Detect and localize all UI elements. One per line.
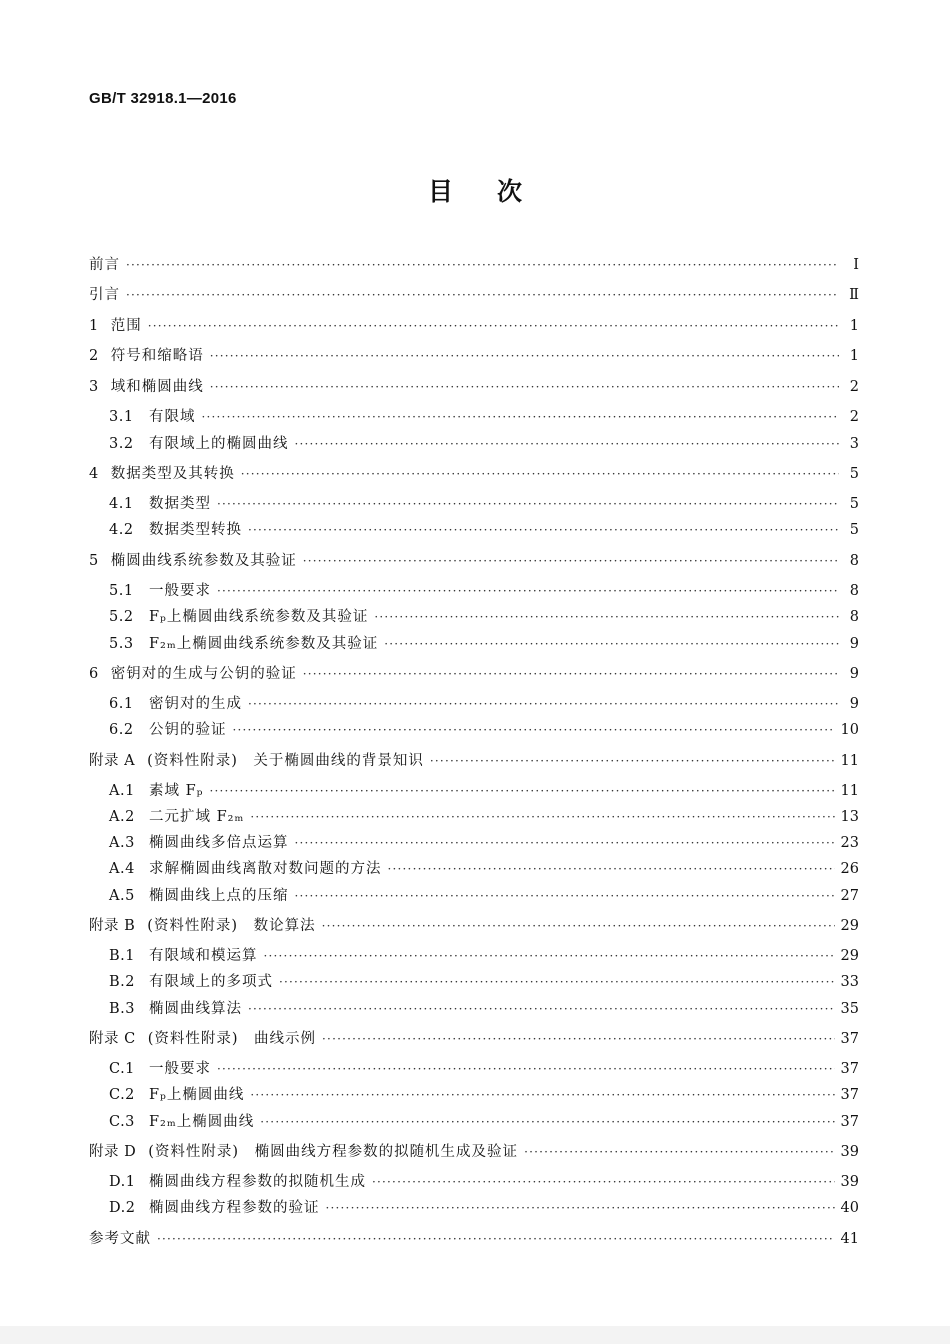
toc-entry[interactable] <box>89 914 859 935</box>
toc-entry-number: 4.2 <box>109 522 134 538</box>
toc-entry[interactable] <box>89 662 859 683</box>
toc-entry[interactable] <box>89 253 859 274</box>
toc-dot-leader <box>372 1175 835 1189</box>
toc-entry-label: 椭圆曲线方程参数的验证 <box>149 1200 320 1216</box>
toc-entry-number: B.3 <box>109 1001 135 1017</box>
toc-dot-leader <box>279 975 835 989</box>
toc-dot-leader <box>374 610 839 624</box>
toc-entry-page: 13 <box>840 809 859 825</box>
toc-dot-leader <box>210 380 839 394</box>
toc-entry-number: 5.2 <box>109 609 134 625</box>
toc-dot-leader <box>264 949 835 963</box>
toc-entry-label: 符号和缩略语 <box>110 348 204 364</box>
toc-dot-leader <box>148 319 839 333</box>
toc-entry-label: (资料性附录) 曲线示例 <box>147 1031 317 1047</box>
toc-entry[interactable] <box>89 1083 859 1104</box>
toc-dot-leader <box>126 258 839 272</box>
toc-dot-leader <box>210 349 839 363</box>
toc-entry-label: F₂ₘ上椭圆曲线系统参数及其验证 <box>149 636 379 652</box>
toc-entry[interactable] <box>89 857 859 878</box>
toc-entry-number: 5.3 <box>109 636 134 652</box>
toc-dot-leader <box>217 497 839 511</box>
toc-entry[interactable] <box>89 997 859 1018</box>
toc-entry[interactable] <box>89 1110 859 1131</box>
toc-dot-leader <box>388 862 835 876</box>
toc-entry-label: 椭圆曲线多倍点运算 <box>149 835 289 851</box>
toc-dot-leader <box>303 554 839 568</box>
toc-entry[interactable] <box>89 405 859 426</box>
toc-entry-number: 3.2 <box>109 436 134 452</box>
toc-entry[interactable] <box>89 970 859 991</box>
toc-entry-page: Ⅱ <box>849 287 859 303</box>
toc-dot-leader <box>233 723 835 737</box>
toc-entry[interactable] <box>89 632 859 653</box>
toc-entry-number: A.3 <box>109 835 135 851</box>
toc-entry-page: 2 <box>849 409 859 425</box>
toc-entry-page: 41 <box>840 1231 859 1247</box>
toc-entry-number: 1 <box>89 318 99 334</box>
toc-entry[interactable] <box>89 375 859 396</box>
toc-entry-label: 数据类型转换 <box>149 522 242 538</box>
toc-entry-label: Fₚ上椭圆曲线系统参数及其验证 <box>149 609 369 625</box>
toc-entry-label: 二元扩域 F₂ₘ <box>149 809 245 825</box>
toc-dot-leader <box>303 667 839 681</box>
toc-entry-label: (资料性附录) 关于椭圆曲线的背景知识 <box>147 753 424 769</box>
toc-dot-leader <box>250 810 834 824</box>
toc-entry-page: 23 <box>840 835 859 851</box>
toc-entry-page: 39 <box>840 1144 859 1160</box>
toc-entry-number: 附录 D <box>89 1144 137 1160</box>
toc-entry-label: 椭圆曲线算法 <box>149 1001 242 1017</box>
toc-entry[interactable] <box>89 344 859 365</box>
toc-entry-number: B.2 <box>109 974 135 990</box>
toc-entry-number: 4.1 <box>109 496 134 512</box>
toc-dot-leader <box>295 836 835 850</box>
toc-entry-number: 6.2 <box>109 722 134 738</box>
toc-entry-page: 8 <box>849 553 859 569</box>
toc-entry-label: Fₚ上椭圆曲线 <box>149 1087 245 1103</box>
toc-entry-page: 10 <box>840 722 859 738</box>
toc-entry-number: 6.1 <box>109 696 134 712</box>
toc-entry-label: F₂ₘ上椭圆曲线 <box>149 1114 255 1130</box>
toc-dot-leader <box>524 1145 834 1159</box>
toc-entry-label: 素域 Fₚ <box>149 783 204 799</box>
toc-entry-number: B.1 <box>109 948 135 964</box>
toc-entry-label: 数据类型 <box>149 496 211 512</box>
toc-entry-number: D.2 <box>109 1200 136 1216</box>
toc-entry-page: 29 <box>840 918 859 934</box>
toc-entry-page: 33 <box>840 974 859 990</box>
toc-entry-label: 前言 <box>89 257 120 273</box>
toc-entry[interactable] <box>89 579 859 600</box>
toc-entry-page: 11 <box>840 783 859 799</box>
toc-entry[interactable] <box>89 831 859 852</box>
toc-entry[interactable] <box>89 462 859 483</box>
toc-entry-number: 附录 B <box>89 918 136 934</box>
toc-dot-leader <box>217 1062 835 1076</box>
toc-entry-page: 37 <box>840 1031 859 1047</box>
toc-entry-number: 3.1 <box>109 409 134 425</box>
toc-entry[interactable] <box>89 314 859 335</box>
toc-entry-page: 40 <box>840 1200 859 1216</box>
toc-entry[interactable] <box>89 1227 859 1248</box>
toc-entry-label: 数据类型及其转换 <box>110 466 235 482</box>
toc-dot-leader <box>260 1115 834 1129</box>
toc-entry-label: (资料性附录) 椭圆曲线方程参数的拟随机生成及验证 <box>148 1144 519 1160</box>
toc-entry-page: 9 <box>849 636 859 652</box>
toc-dot-leader <box>250 1088 834 1102</box>
toc-dot-leader <box>295 889 835 903</box>
toc-dot-leader <box>248 523 839 537</box>
toc-entry[interactable] <box>89 1027 859 1048</box>
toc-entry-page: 11 <box>840 753 859 769</box>
toc-entry[interactable] <box>89 779 859 800</box>
toc-entry-label: 参考文献 <box>89 1231 151 1247</box>
toc-entry-page: 39 <box>840 1174 859 1190</box>
toc-entry-page: 9 <box>849 696 859 712</box>
toc-dot-leader <box>126 288 839 302</box>
toc-entry[interactable] <box>89 692 859 713</box>
toc-entry-number: C.3 <box>109 1114 135 1130</box>
toc-dot-leader <box>241 467 839 481</box>
toc-entry-label: 公钥的验证 <box>149 722 227 738</box>
toc-dot-leader <box>430 754 835 768</box>
toc-entry-number: 6 <box>89 666 99 682</box>
toc-entry-number: D.1 <box>109 1174 136 1190</box>
toc-entry-label: 一般要求 <box>149 583 211 599</box>
toc-entry-number: 3 <box>89 379 99 395</box>
toc-entry-number: 5.1 <box>109 583 134 599</box>
toc-entry[interactable] <box>89 884 859 905</box>
toc-dot-leader <box>217 584 839 598</box>
toc-entry-page: 37 <box>840 1087 859 1103</box>
toc-entry-label: 引言 <box>89 287 120 303</box>
toc-entry-page: 1 <box>849 318 859 334</box>
toc-entry-number: A.4 <box>109 861 135 877</box>
toc-entry-label: 范围 <box>110 318 142 334</box>
toc-entry[interactable] <box>89 492 859 513</box>
toc-entry-label: 求解椭圆曲线离散对数问题的方法 <box>149 861 382 877</box>
toc-entry-number: C.2 <box>109 1087 135 1103</box>
toc-dot-leader <box>209 784 834 798</box>
standard-code: GB/T 32918.1—2016 <box>89 90 237 107</box>
toc-dot-leader <box>248 697 839 711</box>
toc-entry-page: 5 <box>849 466 859 482</box>
toc-entry-number: C.1 <box>109 1061 135 1077</box>
toc-entry-label: 椭圆曲线系统参数及其验证 <box>110 553 297 569</box>
toc-dot-leader <box>322 1032 835 1046</box>
toc-entry-label: 域和椭圆曲线 <box>110 379 204 395</box>
toc-entry-page: 5 <box>849 496 859 512</box>
toc-entry-page: 29 <box>840 948 859 964</box>
toc-entry-page: 1 <box>849 348 859 364</box>
toc-entry-number: 附录 A <box>89 753 136 769</box>
toc-entry-number: A.2 <box>109 809 135 825</box>
toc-entry-label: (资料性附录) 数论算法 <box>147 918 316 934</box>
toc-entry-page: 9 <box>849 666 859 682</box>
toc-entry-label: 椭圆曲线上点的压缩 <box>149 888 289 904</box>
toc-entry-number: 附录 C <box>89 1031 136 1047</box>
toc-entry[interactable] <box>89 605 859 626</box>
toc-entry-page: 2 <box>849 379 859 395</box>
toc-entry-label: 有限域和模运算 <box>149 948 258 964</box>
toc-entry[interactable] <box>89 718 859 739</box>
toc-entry-number: A.5 <box>109 888 135 904</box>
toc-dot-leader <box>248 1002 835 1016</box>
toc-entry-label: 有限域上的多项式 <box>149 974 273 990</box>
toc-entry-number: 4 <box>89 466 99 482</box>
page-title: 目次 <box>427 177 566 206</box>
toc-dot-leader <box>295 437 840 451</box>
page-bottom-edge <box>0 1326 950 1344</box>
toc-entry-number: A.1 <box>109 783 135 799</box>
toc-entry[interactable] <box>89 805 859 826</box>
toc-entry[interactable] <box>89 283 859 304</box>
toc-entry[interactable] <box>89 944 859 965</box>
toc-entry-label: 一般要求 <box>149 1061 211 1077</box>
toc-entry-label: 有限域上的椭圆曲线 <box>149 436 289 452</box>
toc-entry-page: 8 <box>849 583 859 599</box>
toc-dot-leader <box>202 410 840 424</box>
toc-dot-leader <box>322 919 835 933</box>
toc-entry-page: 37 <box>840 1114 859 1130</box>
toc-dot-leader <box>157 1232 835 1246</box>
toc-entry[interactable] <box>89 549 859 570</box>
toc-entry-page: Ⅰ <box>853 257 859 273</box>
toc-entry-number: 5 <box>89 553 99 569</box>
toc-entry-label: 椭圆曲线方程参数的拟随机生成 <box>149 1174 366 1190</box>
toc-entry-number: 2 <box>89 348 99 364</box>
toc-entry-page: 35 <box>840 1001 859 1017</box>
toc-entry-label: 有限域 <box>149 409 196 425</box>
toc-entry[interactable] <box>89 518 859 539</box>
toc-entry-page: 27 <box>840 888 859 904</box>
toc-entry-page: 37 <box>840 1061 859 1077</box>
toc-entry[interactable] <box>89 432 859 453</box>
toc-entry[interactable] <box>89 1170 859 1191</box>
toc-entry[interactable] <box>89 1140 859 1161</box>
toc-entry[interactable] <box>89 1057 859 1078</box>
toc-entry-label: 密钥对的生成与公钥的验证 <box>110 666 297 682</box>
toc-entry-page: 26 <box>840 861 859 877</box>
toc-entry-label: 密钥对的生成 <box>149 696 242 712</box>
toc-entry[interactable] <box>89 1196 859 1217</box>
toc-dot-leader <box>326 1201 835 1215</box>
toc-entry-page: 3 <box>849 436 859 452</box>
toc-dot-leader <box>384 637 839 651</box>
toc-entry[interactable] <box>89 749 859 770</box>
toc-entry-page: 8 <box>849 609 859 625</box>
toc-entry-page: 5 <box>849 522 859 538</box>
